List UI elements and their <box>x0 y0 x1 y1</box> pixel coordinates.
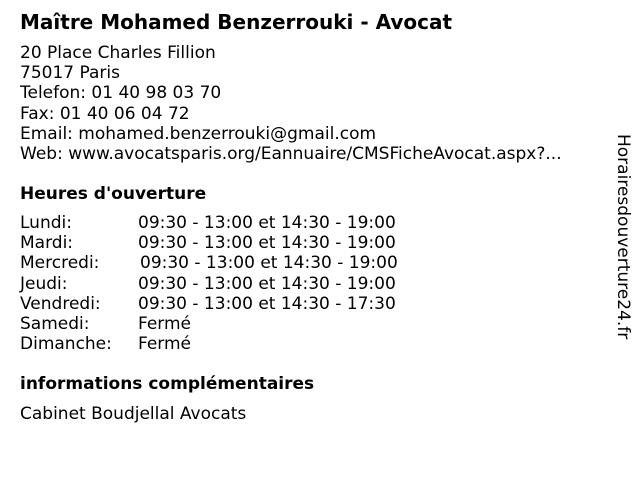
page-title: Maître Mohamed Benzerrouki - Avocat <box>20 10 453 34</box>
address-street: 20 Place Charles Fillion <box>20 43 216 63</box>
additional-info-heading: informations complémentaires <box>20 374 315 394</box>
hours-day-label: Vendredi: <box>20 293 101 314</box>
opening-hours-heading: Heures d'ouverture <box>20 184 207 204</box>
additional-info-text: Cabinet Boudjellal Avocats <box>20 404 247 424</box>
hours-time-value: 09:30 - 13:00 et 14:30 - 19:00 <box>138 273 396 294</box>
email-address: Email: mohamed.benzerrouki@gmail.com <box>20 123 377 144</box>
hours-day-label: Jeudi: <box>20 273 68 294</box>
hours-day-label: Lundi: <box>20 213 72 233</box>
hours-time-value: 09:30 - 13:00 et 14:30 - 17:30 <box>138 293 396 314</box>
hours-time-value: 09:30 - 13:00 et 14:30 - 19:00 <box>140 253 398 274</box>
hours-day-label: Mercredi: <box>20 253 100 274</box>
site-watermark <box>612 134 634 374</box>
address-city: 75017 Paris <box>20 63 120 84</box>
hours-day-label: Samedi: <box>20 313 90 334</box>
phone-number: Telefon: 01 40 98 03 70 <box>20 83 222 104</box>
hours-time-value: Fermé <box>138 334 192 355</box>
watermark-text: Horairesdouverture24.fr <box>613 134 633 340</box>
contact-block <box>20 43 562 164</box>
hours-time-value: 09:30 - 13:00 et 14:30 - 19:00 <box>138 213 396 233</box>
hours-day-label: Dimanche: <box>20 334 112 355</box>
website-url: Web: www.avocatsparis.org/Eannuaire/CMSFicheAvocat.aspx?... <box>20 144 562 165</box>
hours-time-value: 09:30 - 13:00 et 14:30 - 19:00 <box>138 233 396 254</box>
fax-number: Fax: 01 40 06 04 72 <box>20 103 190 124</box>
hours-day-label: Mardi: <box>20 233 74 254</box>
hours-time-value: Fermé <box>138 313 192 334</box>
